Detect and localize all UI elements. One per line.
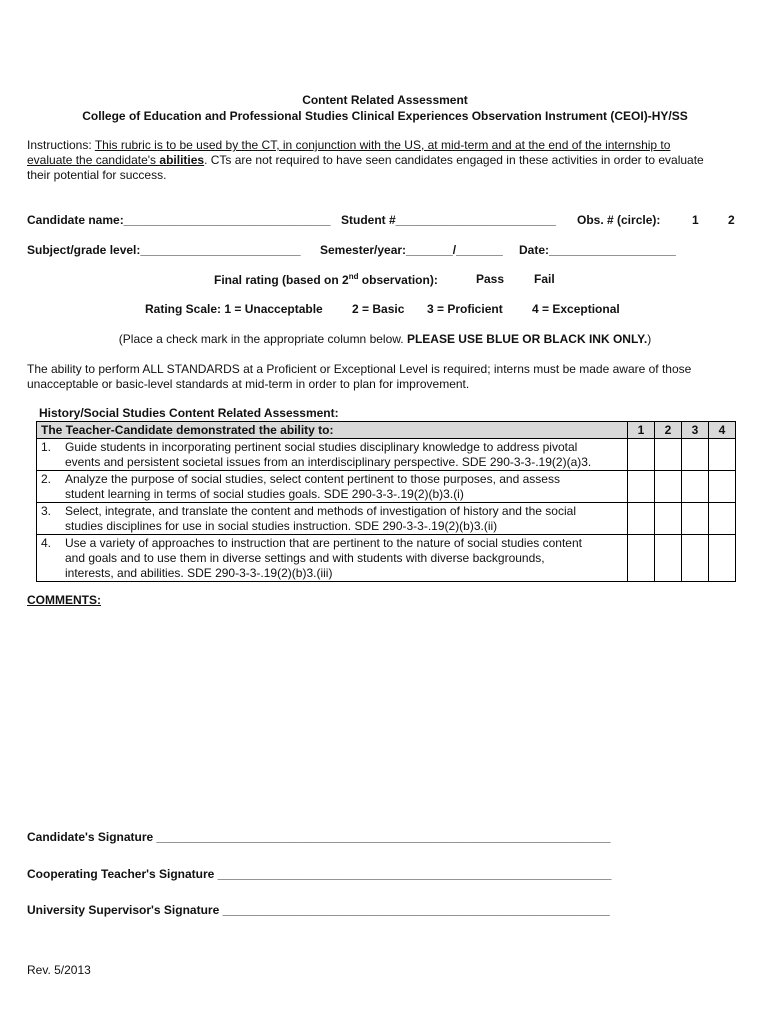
criterion-text-line: events and persistent societal issues from an interdisciplinary perspective. SDE 290-3-3-.19(2)(a)3.	[65, 455, 592, 469]
obs-label: Obs. # (circle):	[577, 213, 661, 227]
rating-cell-3[interactable]	[682, 503, 709, 535]
rubric-row	[37, 535, 736, 582]
student-number-field[interactable]: Student #________________________	[341, 213, 556, 227]
rating-cell-4[interactable]	[709, 439, 736, 471]
rubric-row	[37, 503, 736, 535]
final-rating-post: observation):	[358, 273, 438, 287]
rubric-criterion	[37, 471, 628, 503]
criterion-text-line: Guide students in incorporating pertinent social studies disciplinary knowledge to address pivotal	[65, 440, 578, 454]
date-field[interactable]: Date:___________________	[519, 243, 676, 257]
requirement-line-2: unacceptable or basic-level standards at mid-term in order to plan for improvement.	[27, 377, 470, 391]
rubric-col-1: 1	[628, 422, 655, 439]
rating-cell-1[interactable]	[628, 439, 655, 471]
ink-note-text: (Place a check mark in the appropriate column below.	[118, 332, 407, 346]
subject-grade-field[interactable]: Subject/grade level:________________________	[27, 243, 301, 257]
rubric-row	[37, 471, 736, 503]
criterion-text-line: student learning in terms of social studies goals. SDE 290-3-3-.19(2)(b)3.(i)	[65, 487, 464, 501]
rating-cell-4[interactable]	[709, 471, 736, 503]
rating-cell-1[interactable]	[628, 503, 655, 535]
criterion-text-line: Analyze the purpose of social studies, select content pertinent to those purposes, and assess	[65, 472, 560, 486]
rating-cell-4[interactable]	[709, 503, 736, 535]
criterion-text-line: and goals and to use them in diverse settings and with students with diverse backgrounds,	[65, 551, 545, 565]
rubric-section-title: History/Social Studies Content Related Assessment:	[39, 406, 339, 420]
criterion-text-line: Use a variety of approaches to instruction that are pertinent to the nature of social studies content	[65, 536, 582, 550]
university-supervisor-signature-line[interactable]: University Supervisor's Signature __________________________________________________________	[27, 903, 610, 917]
ink-note-close: )	[647, 332, 652, 346]
rating-cell-3[interactable]	[682, 471, 709, 503]
instructions-line-1	[27, 138, 670, 152]
rating-cell-3[interactable]	[682, 439, 709, 471]
final-rating-fail[interactable]: Fail	[534, 272, 555, 286]
instructions-line-2	[27, 153, 704, 167]
rubric-header-label: The Teacher-Candidate demonstrated the ability to:	[37, 422, 628, 439]
instructions-abilities: abilities	[159, 153, 205, 167]
semester-year-field[interactable]: Semester/year:_______/_______	[320, 243, 503, 257]
criterion-number: 4.	[41, 536, 52, 550]
final-rating-sup: nd	[348, 272, 359, 281]
obs-option-2[interactable]: 2	[728, 213, 735, 227]
rubric-col-3: 3	[682, 422, 709, 439]
rubric-col-2: 2	[655, 422, 682, 439]
final-rating-pass[interactable]: Pass	[476, 272, 505, 286]
comments-area[interactable]	[27, 612, 737, 812]
criterion-text-line: studies disciplines for use in social studies instruction. SDE 290-3-3-.19(2)(b)3.(ii)	[65, 519, 498, 533]
rating-cell-2[interactable]	[655, 503, 682, 535]
ink-note	[0, 332, 770, 346]
rating-cell-1[interactable]	[628, 535, 655, 582]
rating-cell-2[interactable]	[655, 471, 682, 503]
rating-scale-proficient: 3 = Proficient	[427, 302, 503, 316]
obs-option-1[interactable]: 1	[692, 213, 699, 227]
criterion-text-line: interests, and abilities. SDE 290-3-3-.19(2)(b)3.(iii)	[65, 566, 333, 580]
criterion-text-line: Select, integrate, and translate the content and methods of investigation of history and the social	[65, 504, 576, 518]
final-rating-pre: Final rating (based on 2	[214, 273, 349, 287]
rating-cell-2[interactable]	[655, 439, 682, 471]
criterion-number: 1.	[41, 440, 52, 454]
rubric-criterion	[37, 535, 628, 582]
candidate-name-field[interactable]: Candidate name:_______________________________	[27, 213, 331, 227]
rubric-criterion	[37, 439, 628, 471]
criterion-number: 3.	[41, 504, 52, 518]
final-rating-label	[214, 272, 438, 287]
ink-note-bold: PLEASE USE BLUE OR BLACK INK ONLY.	[406, 332, 648, 346]
page-title: Content Related Assessment	[302, 93, 468, 107]
requirement-line-1: The ability to perform ALL STANDARDS at a Proficient or Exceptional Level is required; interns must be made aware of those	[27, 362, 692, 376]
comments-label: COMMENTS:	[27, 593, 101, 607]
page-subtitle: College of Education and Professional Studies Clinical Experiences Observation Instrument (CEOI)-HY/SS	[82, 109, 688, 123]
rating-cell-3[interactable]	[682, 535, 709, 582]
cooperating-teacher-signature-line[interactable]: Cooperating Teacher's Signature ___________________________________________________________	[27, 867, 612, 881]
rubric-row	[37, 439, 736, 471]
rubric-criterion	[37, 503, 628, 535]
instructions-line-2-rest: . CTs are not required to have seen candidates engaged in these activities in order to evaluate	[204, 153, 704, 167]
instructions-underlined-2: evaluate the candidate's	[27, 153, 160, 167]
instructions-prefix: Instructions:	[27, 138, 95, 152]
rubric-table	[36, 421, 736, 582]
instructions-line-3: their potential for success.	[27, 168, 167, 182]
rubric-col-4: 4	[709, 422, 736, 439]
rating-scale-label: Rating Scale: 1 = Unacceptable	[145, 302, 323, 316]
rubric-header-row	[37, 422, 736, 439]
rating-scale-exceptional: 4 = Exceptional	[532, 302, 620, 316]
rating-cell-2[interactable]	[655, 535, 682, 582]
candidate-signature-line[interactable]: Candidate's Signature ____________________________________________________________________	[27, 830, 611, 844]
revision-date: Rev. 5/2013	[27, 963, 91, 977]
rating-cell-1[interactable]	[628, 471, 655, 503]
criterion-number: 2.	[41, 472, 52, 486]
rating-cell-4[interactable]	[709, 535, 736, 582]
instructions-underlined-1: This rubric is to be used by the CT, in conjunction with the US, at mid-term and at the end of the internship to	[94, 138, 671, 152]
rating-scale-basic: 2 = Basic	[352, 302, 405, 316]
